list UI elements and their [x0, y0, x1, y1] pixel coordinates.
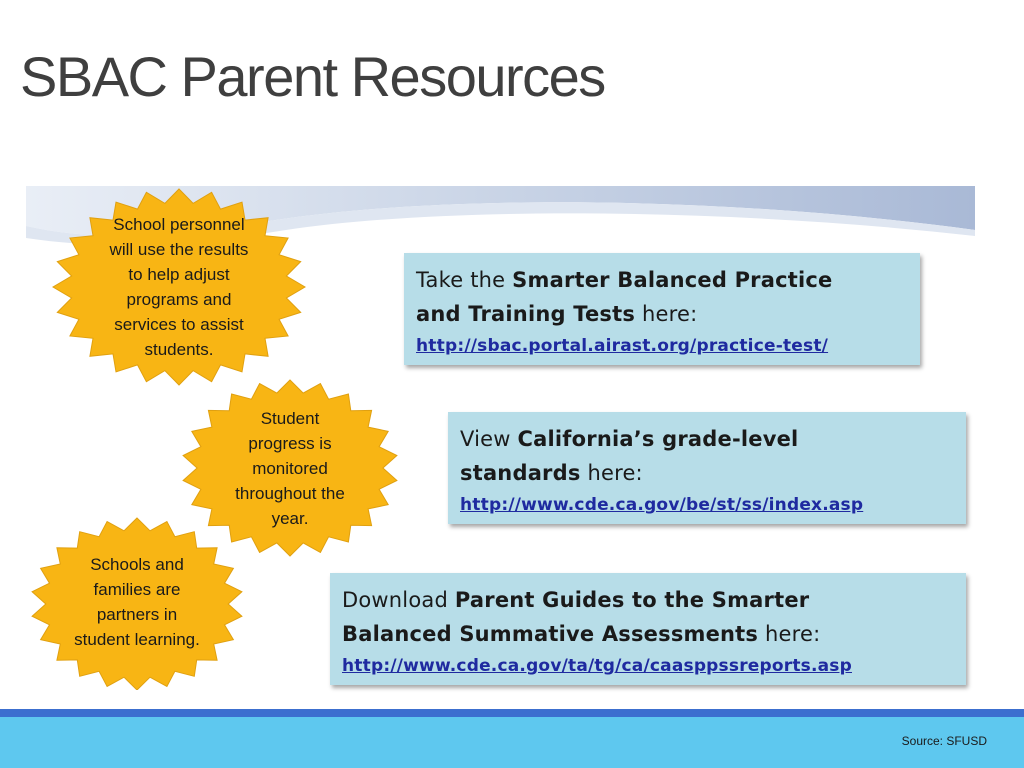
- parent-guides-box: [330, 573, 966, 685]
- burst-line: Schools and: [90, 555, 184, 574]
- practice-test-heading: Take the Smarter Balanced Practice and Training Tests here:: [416, 268, 833, 326]
- burst-line: progress is: [248, 433, 332, 453]
- burst-line: to help adjust: [128, 265, 230, 284]
- resources-graphic: [26, 186, 975, 696]
- burst-line: will use the results: [109, 240, 249, 259]
- starburst-school-personnel: [40, 186, 318, 394]
- burst-line: programs and: [126, 290, 232, 309]
- standards-box: [448, 412, 966, 524]
- practice-test-link[interactable]: http://sbac.portal.airast.org/practice-test/: [416, 336, 829, 356]
- starburst-text-3: [26, 514, 248, 690]
- starburst-text-1: [40, 186, 318, 394]
- burst-line: monitored: [252, 458, 328, 478]
- starburst-schools-families: [26, 514, 248, 690]
- parent-guides-link[interactable]: http://www.cde.ca.gov/ta/tg/ca/caasppssreports.asp: [342, 656, 852, 676]
- slide-title: SBAC Parent Resources: [20, 45, 605, 108]
- standards-link[interactable]: http://www.cde.ca.gov/be/st/ss/index.asp: [460, 495, 864, 515]
- standards-heading: View California’s grade-level standards here:: [460, 427, 799, 485]
- burst-line: year.: [271, 508, 309, 528]
- footer-band: [0, 717, 1024, 768]
- footer-accent-line: [0, 709, 1024, 717]
- parent-guides-heading: Download Parent Guides to the Smarter Balanced Summative Assessments here:: [342, 588, 821, 646]
- burst-line: School personnel: [113, 215, 245, 234]
- source-caption: Source: SFUSD: [901, 734, 987, 748]
- burst-line: services to assist: [114, 315, 244, 334]
- practice-test-box: [404, 253, 920, 365]
- burst-line: partners in: [96, 605, 178, 624]
- burst-line: students.: [144, 340, 214, 359]
- burst-line: Student: [260, 408, 320, 428]
- burst-line: student learning.: [74, 630, 200, 649]
- burst-line: throughout the: [235, 483, 345, 503]
- burst-line: families are: [93, 580, 181, 599]
